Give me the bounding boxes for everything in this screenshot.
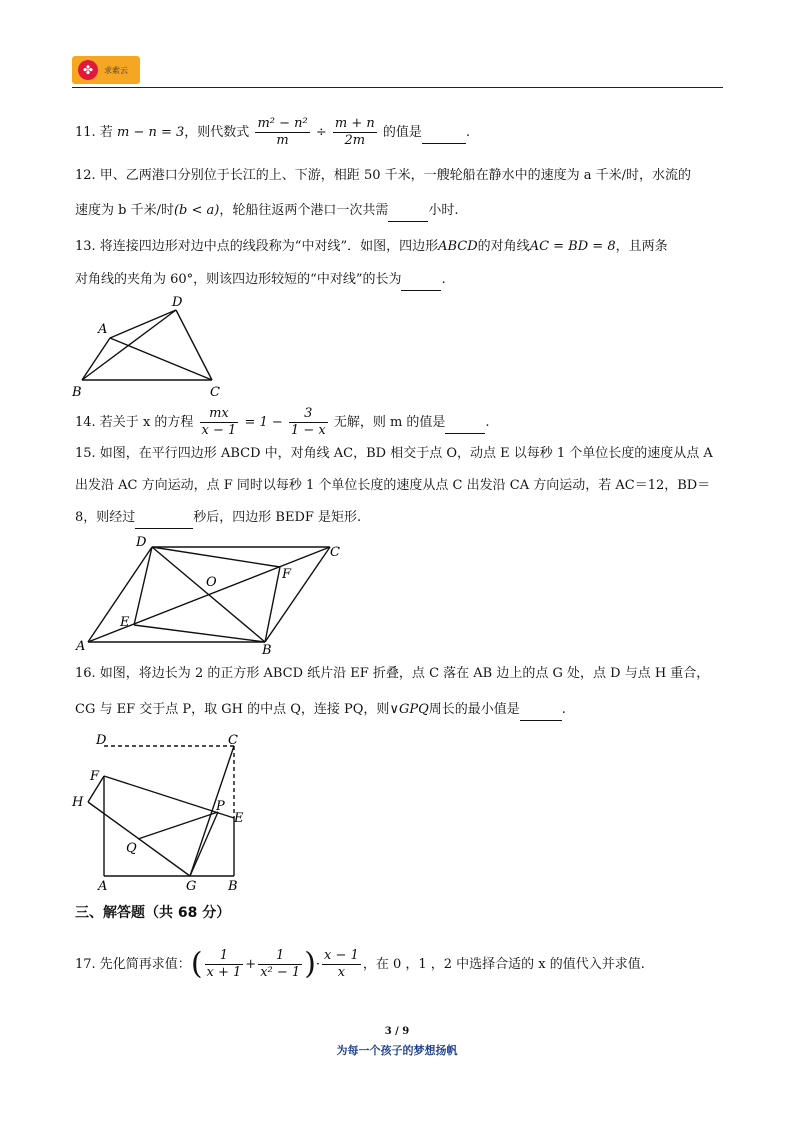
label-C: C [330,545,340,560]
fraction: $\frac{3}{1 - x}$ [290,406,326,438]
label-E: E [234,811,244,826]
header-rule [72,87,723,88]
label-C: C [228,733,238,748]
header-logo [72,56,140,84]
question-14: 14. 若关于 x 的方程 $\frac{mx}{x - 1}$ = 1 − $\frac{3}{1 - x}$ 无解，则 m 的值是 . [75,406,490,438]
figure-13-quadrilateral [68,292,238,402]
fraction: $\frac{x - 1}{x}$ [324,948,359,980]
fraction: $\frac{1}{x + 1}$ [206,948,242,980]
label-O: O [206,575,217,590]
label-D: D [96,733,107,748]
page-number: 3 / 9 [384,1026,410,1037]
fraction: $\frac{1}{\text{x² − 1}}$ [260,948,301,980]
label-D: D [172,295,183,310]
answer-blank [422,123,466,144]
question-12-line1: 12. 甲、乙两港口分别位于长江的上、下游，相距 50 千米，一艘轮船在静水中的速度为 a 千米/时，水流的 [75,168,692,183]
fraction: $\frac{m + n}{2m}$ [334,116,375,148]
label-A: A [76,639,86,654]
figure-15-parallelogram [70,532,360,657]
label-Q: Q [126,841,137,856]
question-13-line2: 对角线的夹角为 60°，则该四边形较短的“中对线”的长为 . [75,270,446,291]
label-F: F [282,567,292,582]
fraction: $\frac{mx}{x - 1}$ [201,406,237,438]
label-A: A [98,879,108,894]
answer-blank [388,201,428,222]
question-12-line2: 速度为 b 千米/时(b < a)，轮船往返两个港口一次共需 小时. [75,201,459,222]
figure-16-folded-square [68,728,258,896]
label-P: P [216,799,225,814]
question-16-line1: 16. 如图，将边长为 2 的正方形 ABCD 纸片沿 EF 折叠，点 C 落在 AB 边上的点 G 处，点 D 与点 H 重合， [75,666,710,681]
logo-text: 求索云 [104,65,128,75]
answer-blank [520,700,562,721]
label-A: A [98,322,108,337]
section-title: 三、解答题（共 68 分） [75,905,231,921]
answer-blank [401,270,441,291]
question-15-line1: 15. 如图，在平行四边形 ABCD 中，对角线 AC，BD 相交于点 O，动点 E 以每秒 1 个单位长度的速度从点 A [75,446,713,461]
label-D: D [136,535,147,550]
label-E: E [120,615,130,630]
answer-blank [445,413,485,434]
fraction: $\frac{\text{m² − n²}}{m}$ [257,116,308,148]
question-11: 11. 若 m − n = 3，则代数式 $\frac{\text{m² − n²}}{m}$ ÷ $\frac{m + n}{2m}$ 的值是 . [75,116,471,148]
label-G: G [186,879,197,894]
logo-flower-icon: ✤ [78,60,98,80]
label-B: B [228,879,238,894]
question-15-line3: 8，则经过 秒后，四边形 BEDF 是矩形. [75,508,361,529]
question-13-line1: 13. 将连接四边形对边中点的线段称为“中对线”．如图，四边形ABCD的对角线AC = BD = 8，且两条 [75,239,668,254]
question-16-line2: CG 与 EF 交于点 P，取 GH 的中点 Q，连接 PQ，则∨GPQ周长的最小值是 . [75,700,566,721]
label-B: B [72,385,82,400]
label-C: C [210,385,220,400]
label-H: H [72,795,84,810]
label-B: B [262,643,272,657]
footer-slogan: 为每一个孩子的梦想扬帆 [336,1044,458,1057]
answer-blank [135,508,193,529]
question-17: 17. 先化简再求值：( $\frac{1}{x + 1}$ + $\frac{1}{\text{x² − 1}}$ )· $\frac{x - 1}{x}$ ，在 0 ，1 ，2 中选择合适的 x 的值代入并求值. [75,946,645,982]
label-F: F [90,769,100,784]
question-15-line2: 出发沿 AC 方向运动，点 F 同时以每秒 1 个单位长度的速度从点 C 出发沿 CA 方向运动，若 AC＝12，BD＝ [75,478,711,493]
